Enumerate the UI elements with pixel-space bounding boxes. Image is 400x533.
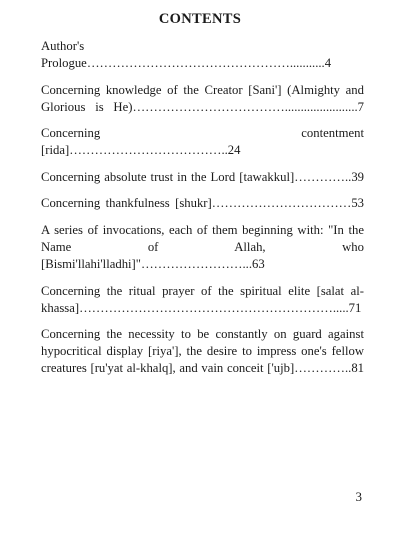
entry-page-number: 71 xyxy=(348,300,362,315)
toc-entry-authors-prologue xyxy=(41,38,364,72)
entry-page-number: 53 xyxy=(351,196,364,211)
entry-title: Concerning the ritual prayer of the spiritual elite [salat al-khassa] xyxy=(41,283,364,315)
dot-leader: …………………………… xyxy=(211,196,352,211)
entry-title: Concerning knowledge of the Creator [Sani'] (Almighty and Glorious is He) xyxy=(41,82,364,114)
entry-page-number: 63 xyxy=(251,256,265,271)
dot-leader: ……………………………………………………..... xyxy=(79,300,349,315)
toc-entry-trust-in-lord xyxy=(41,169,364,186)
dot-leader: ……………………... xyxy=(140,256,252,271)
dot-leader: ……………………………….. xyxy=(69,143,228,158)
entry-page-number: 81 xyxy=(351,361,364,376)
dot-leader: ………….. xyxy=(294,361,352,376)
entry-page-number: 4 xyxy=(324,56,332,70)
entry-title: Concerning the necessity to be constantly on guard against hypocritical display [riya'], the desire to impress one's fellow creatures [ru'yat al-khalq], and vain conceit ['ujb] xyxy=(41,327,364,376)
toc-entry-contentment xyxy=(41,125,364,159)
dot-leader: …………………………………………........... xyxy=(86,56,325,70)
entry-title: Concerning absolute trust in the Lord [tawakkul] xyxy=(41,169,295,184)
toc-entry-thankfulness xyxy=(41,195,364,212)
table-of-contents xyxy=(41,38,364,387)
entry-page-number: 39 xyxy=(351,169,364,184)
entry-title: Concerning contentment [rida] xyxy=(41,126,364,158)
toc-entry-guard-against-hypocrisy xyxy=(41,326,364,377)
dot-leader: ………………………………....................... xyxy=(132,99,358,114)
page-title: CONTENTS xyxy=(158,11,242,27)
entry-title: Author's Prologue xyxy=(41,39,87,70)
entry-page-number: 24 xyxy=(227,143,241,158)
entry-title: Concerning thankfulness [shukr] xyxy=(41,196,212,211)
dot-leader: ………….. xyxy=(294,169,352,184)
toc-entry-invocations xyxy=(41,222,364,273)
entry-title: A series of invocations, each of them beginning with: "In the Name of Allah, who [Bismi'llahi'lladhi]" xyxy=(41,222,364,271)
toc-entry-knowledge-of-creator xyxy=(41,82,364,116)
toc-entry-ritual-prayer xyxy=(41,283,364,317)
page-number: 3 xyxy=(355,489,362,504)
entry-page-number: 7 xyxy=(357,99,364,114)
